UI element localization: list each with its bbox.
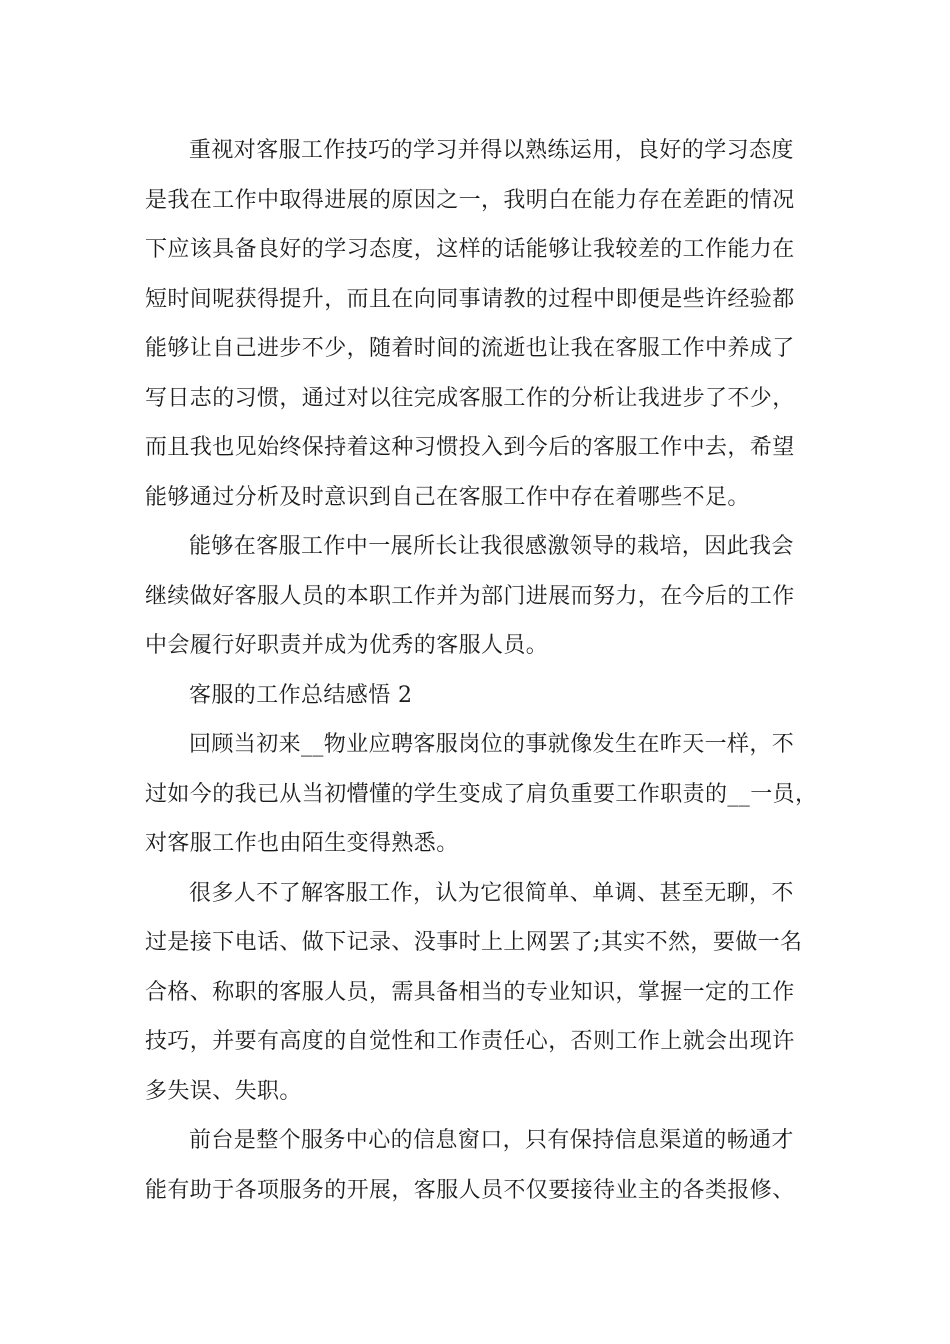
text-line: 是我在工作中取得进展的原因之一，我明白在能力存在差距的情况 (145, 187, 795, 213)
text-line: 回顾当初来__物业应聘客服岗位的事就像发生在昨天一样，不 (189, 732, 795, 757)
text-line: 很多人不了解客服工作，认为它很简单、单调、甚至无聊，不 (189, 880, 794, 906)
text-line: 能有助于各项服务的开展，客服人员不仅要接待业主的各类报修、 (145, 1177, 795, 1203)
text-line: 短时间呢获得提升，而且在向同事请教的过程中即便是些许经验都 (145, 286, 795, 312)
text-line: 对客服工作也由陌生变得熟悉。 (145, 831, 459, 856)
text-line: 能够在客服工作中一展所长让我很感激领导的栽培，因此我会 (189, 534, 794, 559)
section-heading: 客服的工作总结感悟 2 (189, 682, 413, 708)
text-line: 过如今的我已从当初懵懂的学生变成了肩负重要工作职责的__一员， (145, 781, 818, 807)
text-line: 过是接下电话、做下记录、没事时上上网罢了;其实不然，要做一名 (145, 930, 803, 955)
text-line: 技巧，并要有高度的自觉性和工作责任心，否则工作上就会出现许 (145, 1029, 795, 1054)
text-line: 继续做好客服人员的本职工作并为部门进展而努力，在今后的工作 (145, 583, 795, 609)
text-line: 而且我也见始终保持着这种习惯投入到今后的客服工作中去，希望 (145, 435, 795, 460)
text-line: 合格、称职的客服人员，需具备相当的专业知识，掌握一定的工作 (145, 979, 795, 1005)
text-line: 前台是整个服务中心的信息窗口，只有保持信息渠道的畅通才 (189, 1128, 794, 1153)
text-line: 能够让自己进步不少，随着时间的流逝也让我在客服工作中养成了 (145, 336, 795, 361)
text-line: 中会履行好职责并成为优秀的客服人员。 (145, 633, 549, 658)
text-line: 重视对客服工作技巧的学习并得以熟练运用，良好的学习态度 (189, 138, 794, 163)
text-line: 多失误、失职。 (145, 1078, 302, 1104)
document-body (145, 126, 818, 1215)
text-line: 写日志的习惯，通过对以往完成客服工作的分析让我进步了不少， (145, 385, 795, 411)
text-line: 下应该具备良好的学习态度，这样的话能够让我较差的工作能力在 (145, 237, 795, 262)
text-line: 能够通过分析及时意识到自己在客服工作中存在着哪些不足。 (145, 484, 750, 510)
